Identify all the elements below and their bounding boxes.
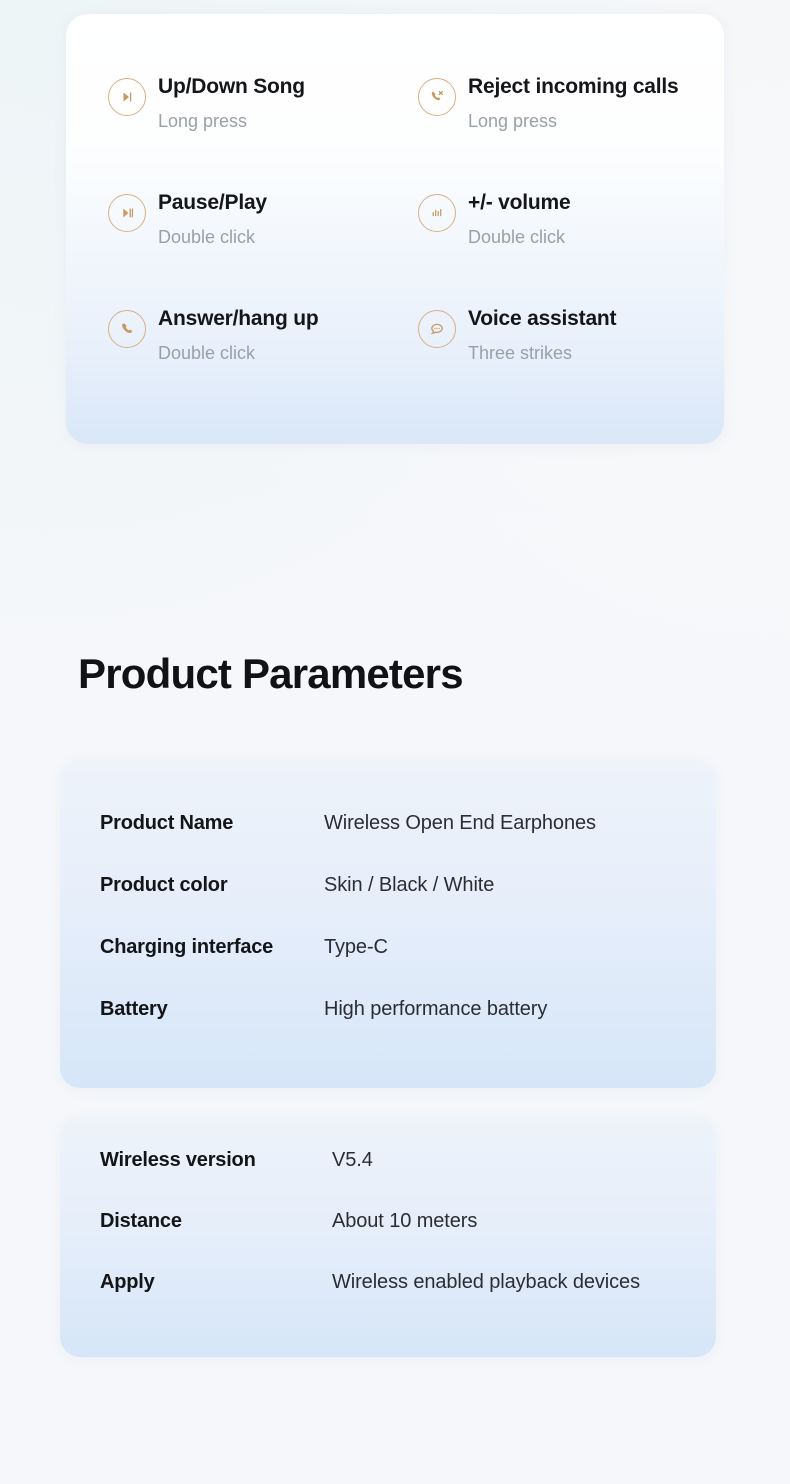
spec-row: [100, 874, 716, 897]
page-title: Product Parameters: [78, 650, 463, 697]
next-track-icon: [108, 78, 146, 116]
spec-card-secondary: [60, 1117, 716, 1357]
control-title: +/- volume: [468, 191, 571, 214]
control-item-up-down-song: [108, 74, 404, 190]
control-subtitle: Double click: [468, 227, 566, 247]
spec-label: Apply: [100, 1271, 155, 1293]
spec-row: [100, 812, 716, 835]
spec-value: About 10 meters: [332, 1210, 478, 1232]
reject-call-icon: [418, 78, 456, 116]
control-item-answer-hang-up: [108, 306, 404, 422]
control-item-pause-play: [108, 190, 404, 306]
spec-value: Type-C: [324, 936, 388, 958]
spec-label: Charging interface: [100, 936, 274, 958]
spec-value: Skin / Black / White: [324, 874, 495, 896]
control-title: Answer/hang up: [158, 307, 319, 330]
controls-card: [66, 14, 724, 444]
control-subtitle: Long press: [468, 111, 558, 131]
control-title: Reject incoming calls: [468, 75, 679, 98]
control-item-volume: [404, 190, 724, 306]
spec-value: Wireless Open End Earphones: [324, 812, 596, 834]
spec-row: [100, 1149, 716, 1172]
spec-row: [100, 1210, 716, 1233]
spec-label: Distance: [100, 1210, 182, 1232]
spec-label: Wireless version: [100, 1149, 256, 1171]
controls-grid: [66, 14, 724, 444]
spec-card-primary: [60, 760, 716, 1088]
pause-play-icon: [108, 194, 146, 232]
spec-row: [100, 936, 716, 959]
control-title: Up/Down Song: [158, 75, 305, 98]
control-item-reject-incoming-calls: [404, 74, 724, 190]
spec-row: [100, 998, 716, 1021]
control-title: Voice assistant: [468, 307, 617, 330]
spec-label: Battery: [100, 998, 168, 1020]
voice-assistant-icon: [418, 310, 456, 348]
spec-value: V5.4: [332, 1149, 373, 1171]
spec-label: Product Name: [100, 812, 234, 834]
control-subtitle: Double click: [158, 343, 256, 363]
phone-icon: [108, 310, 146, 348]
control-subtitle: Double click: [158, 227, 256, 247]
spec-value: Wireless enabled playback devices: [332, 1271, 640, 1293]
spec-row: [100, 1271, 716, 1294]
control-title: Pause/Play: [158, 191, 267, 214]
control-item-voice-assistant: [404, 306, 724, 422]
volume-bars-icon: [418, 194, 456, 232]
control-subtitle: Long press: [158, 111, 248, 131]
spec-value: High performance battery: [324, 998, 548, 1020]
spec-label: Product color: [100, 874, 228, 896]
control-subtitle: Three strikes: [468, 343, 573, 363]
